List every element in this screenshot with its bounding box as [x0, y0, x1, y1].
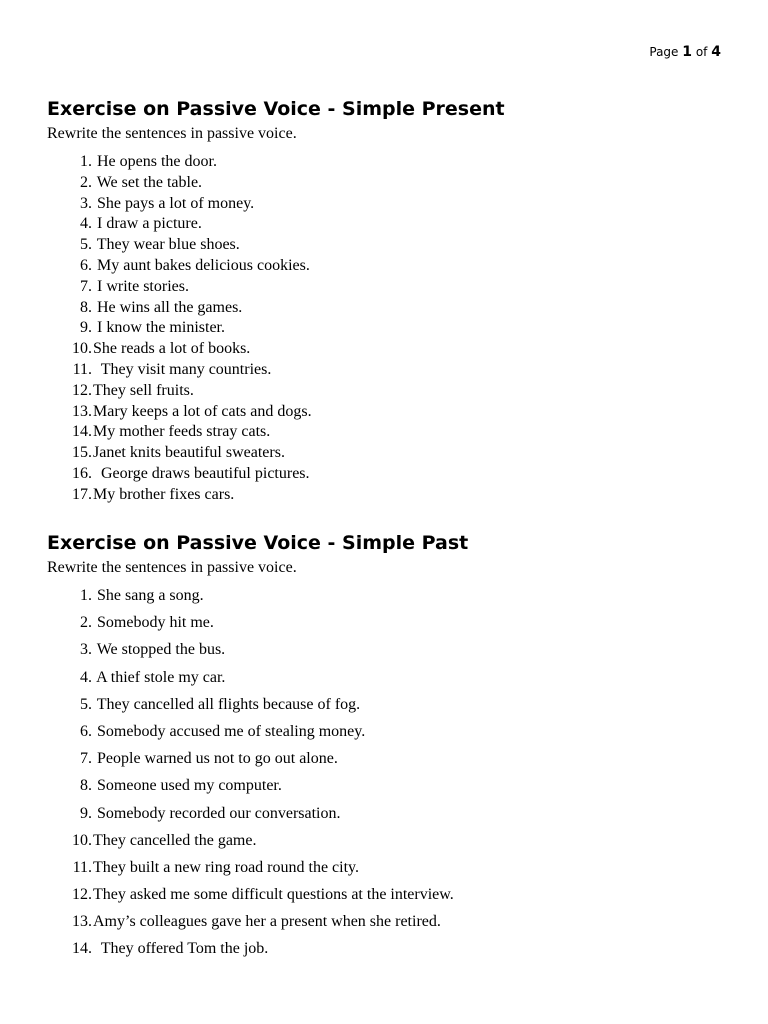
item-number: 2.: [80, 614, 92, 632]
item-sentence: She pays a lot of money.: [93, 194, 255, 212]
item-number: 10.: [72, 831, 92, 849]
item-sentence: Somebody recorded our conversation.: [93, 804, 341, 822]
item-sentence: Amy’s colleagues gave her a present when she retired.: [93, 913, 441, 931]
item-sentence: Somebody accused me of stealing money.: [93, 722, 366, 740]
item-number: 17.: [72, 485, 92, 503]
item-sentence: My brother fixes cars.: [93, 485, 235, 503]
item-number: 7.: [80, 277, 92, 295]
item-sentence: They visit many countries.: [93, 360, 272, 378]
list-item: [47, 360, 727, 381]
section-title: Exercise on Passive Voice - Simple Present: [47, 98, 505, 120]
list-item: [47, 776, 727, 803]
item-sentence: A thief stole my car.: [93, 668, 226, 686]
item-number: 12.: [72, 886, 92, 904]
item-number: 3.: [80, 641, 92, 659]
item-sentence: Janet knits beautiful sweaters.: [93, 444, 285, 462]
item-sentence: Mary keeps a lot of cats and dogs.: [93, 402, 312, 420]
item-sentence: George draws beautiful pictures.: [93, 464, 310, 482]
item-number: 5.: [80, 695, 92, 713]
item-number: 4.: [80, 668, 92, 686]
item-number: 14.: [72, 940, 92, 958]
item-number: 15.: [72, 444, 92, 462]
list-item: [47, 858, 727, 885]
item-number: 13.: [72, 913, 92, 931]
list-item: [47, 402, 727, 423]
list-item: [47, 381, 727, 402]
exercise-list: [47, 586, 727, 967]
item-sentence: They cancelled all flights because of fog.: [93, 695, 361, 713]
list-item: [47, 804, 727, 831]
list-item: [47, 443, 727, 464]
item-sentence: They asked me some difficult questions at the interview.: [93, 886, 454, 904]
list-item: [47, 722, 727, 749]
list-item: [47, 173, 727, 194]
list-item: [47, 485, 727, 506]
list-item: [47, 194, 727, 215]
item-number: 7.: [80, 750, 92, 768]
item-sentence: I know the minister.: [93, 319, 225, 337]
exercise-list: [47, 152, 727, 506]
exercise-section-simple-present: [47, 96, 727, 506]
section-title: Exercise on Passive Voice - Simple Past: [47, 532, 469, 554]
item-number: 4.: [80, 215, 92, 233]
item-number: 14.: [72, 423, 92, 441]
current-page: 1: [682, 44, 693, 60]
item-number: 11.: [72, 858, 92, 876]
item-sentence: We set the table.: [93, 173, 203, 191]
item-sentence: People warned us not to go out alone.: [93, 750, 338, 768]
item-number: 1.: [80, 153, 92, 170]
list-item: [47, 695, 727, 722]
list-item: [47, 640, 727, 667]
item-sentence: My mother feeds stray cats.: [93, 423, 271, 441]
item-sentence: Somebody hit me.: [93, 614, 214, 632]
list-item: [47, 613, 727, 640]
item-sentence: She reads a lot of books.: [93, 340, 251, 358]
item-sentence: I write stories.: [93, 277, 189, 295]
item-number: 9.: [80, 804, 92, 822]
item-sentence: He opens the door.: [93, 153, 217, 170]
item-sentence: They cancelled the game.: [93, 831, 257, 849]
list-item: [47, 277, 727, 298]
list-item: [47, 885, 727, 912]
item-number: 2.: [80, 173, 92, 191]
item-sentence: They wear blue shoes.: [93, 236, 240, 254]
item-number: 5.: [80, 236, 92, 254]
item-number: 1.: [80, 587, 92, 604]
list-item: [47, 214, 727, 235]
section-instruction: Rewrite the sentences in passive voice.: [47, 125, 297, 142]
list-item: [47, 749, 727, 776]
page-label: Page: [649, 45, 679, 59]
list-item: [47, 422, 727, 443]
list-item: [47, 318, 727, 339]
page-of-label: of: [695, 45, 708, 59]
list-item: [47, 298, 727, 319]
item-sentence: He wins all the games.: [93, 298, 243, 316]
page-number: [649, 44, 721, 60]
list-item: [47, 586, 727, 613]
item-number: 12.: [72, 381, 92, 399]
total-pages: 4: [711, 44, 721, 60]
list-item: [47, 235, 727, 256]
list-item: [47, 939, 727, 966]
item-number: 3.: [80, 194, 92, 212]
item-number: 9.: [80, 319, 92, 337]
list-item: [47, 668, 727, 695]
item-sentence: My aunt bakes delicious cookies.: [93, 256, 310, 274]
item-sentence: We stopped the bus.: [93, 641, 226, 659]
item-number: 16.: [72, 464, 92, 482]
item-number: 8.: [80, 777, 92, 795]
list-item: [47, 831, 727, 858]
item-sentence: She sang a song.: [93, 587, 204, 604]
exercise-section-simple-past: [47, 530, 727, 967]
item-number: 6.: [80, 722, 92, 740]
item-number: 10.: [72, 340, 92, 358]
list-item: [47, 256, 727, 277]
list-item: [47, 339, 727, 360]
item-sentence: They offered Tom the job.: [93, 940, 269, 958]
list-item: [47, 464, 727, 485]
item-number: 6.: [80, 256, 92, 274]
section-instruction: Rewrite the sentences in passive voice.: [47, 559, 297, 576]
item-sentence: I draw a picture.: [93, 215, 202, 233]
list-item: [47, 152, 727, 173]
item-sentence: Someone used my computer.: [93, 777, 282, 795]
item-number: 11.: [72, 360, 92, 378]
item-number: 13.: [72, 402, 92, 420]
list-item: [47, 912, 727, 939]
item-sentence: They sell fruits.: [93, 381, 194, 399]
item-sentence: They built a new ring road round the city.: [93, 858, 359, 876]
item-number: 8.: [80, 298, 92, 316]
